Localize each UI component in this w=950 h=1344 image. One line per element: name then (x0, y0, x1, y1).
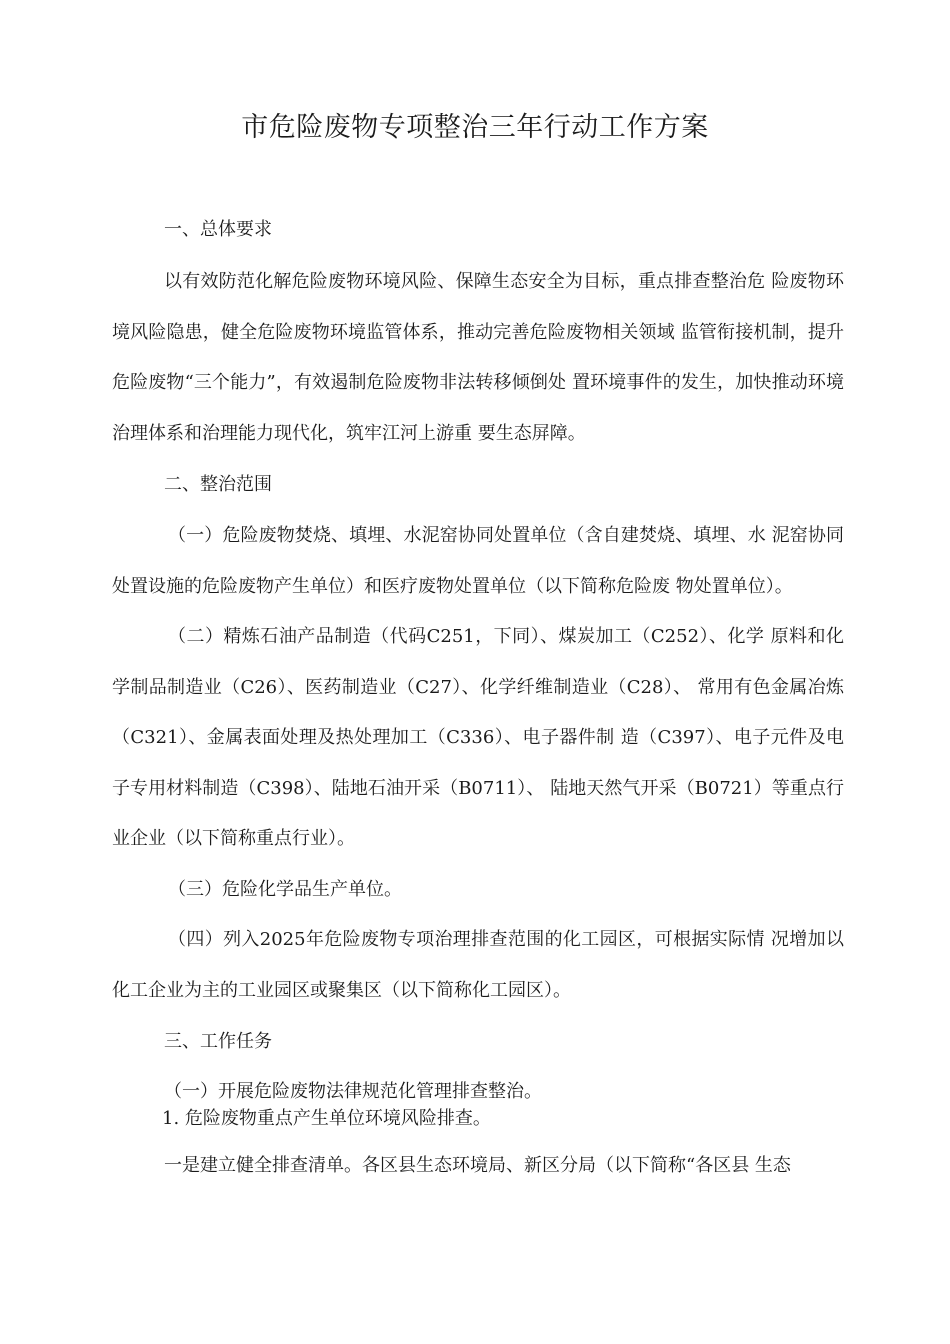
paragraph-scope-1: （一）危险废物焚烧、填埋、水泥窑协同处置单位（含自建焚烧、填埋、水 泥窑协同处置设施的危险废物产生单位）和医疗废物处置单位（以下简称危险废 物处置单位）。 (112, 525, 844, 597)
section-heading-scope: 二、整治范围 (164, 474, 272, 495)
paragraph-scope-4: （四）列入2025年危险废物专项治理排查范围的化工园区，可根据实际情 况增加以化工企业为主的工业园区或聚集区（以下简称化工园区）。 (112, 929, 844, 1001)
document-body (112, 204, 844, 1192)
list-item-risk-screening: 1. 危险废物重点产生单位环境风险排查。 (162, 1108, 491, 1129)
subheading-legal-management: （一）开展危险废物法律规范化管理排查整治。 (164, 1081, 542, 1102)
paragraph-general-requirements: 以有效防范化解危险废物环境风险、保障生态安全为目标，重点排查整治危 险废物环境风险隐患，健全危险废物环境监管体系，推动完善危险废物相关领域 监管衔接机制，提升危险废物“三个能力”，有效遏制危险废物非法转移倾倒处 置环境事件的发生，加快推动环境治理体系和治理能力现代化，筑牢江河上游重 要生态屏障。 (112, 271, 844, 444)
paragraph-scope-3: （三）危险化学品生产单位。 (168, 878, 402, 900)
section-heading-tasks: 三、工作任务 (164, 1031, 272, 1052)
paragraph-scope-2: （二）精炼石油产品制造（代码C251，下同）、煤炭加工（C252）、化学 原料和化学制品制造业（C26）、医药制造业（C27）、化学纤维制造业（C28）、 常用有色金属冶炼（C321）、金属表面处理及热处理加工（C336）、电子器件制 造（C397）、电子元件及电子专用材料制造（C398）、陆地石油开采（B0711）、 陆地天然气开采（B0721）等重点行业企业（以下简称重点行业）。 (112, 626, 844, 849)
paragraph-screening-list: 一是建立健全排查清单。各区县生态环境局、新区分局（以下简称“各区县 生态 (164, 1155, 791, 1176)
document-title: 市危险废物专项整治三年行动工作方案 (241, 112, 709, 143)
section-heading-general-requirements: 一、总体要求 (164, 219, 272, 240)
